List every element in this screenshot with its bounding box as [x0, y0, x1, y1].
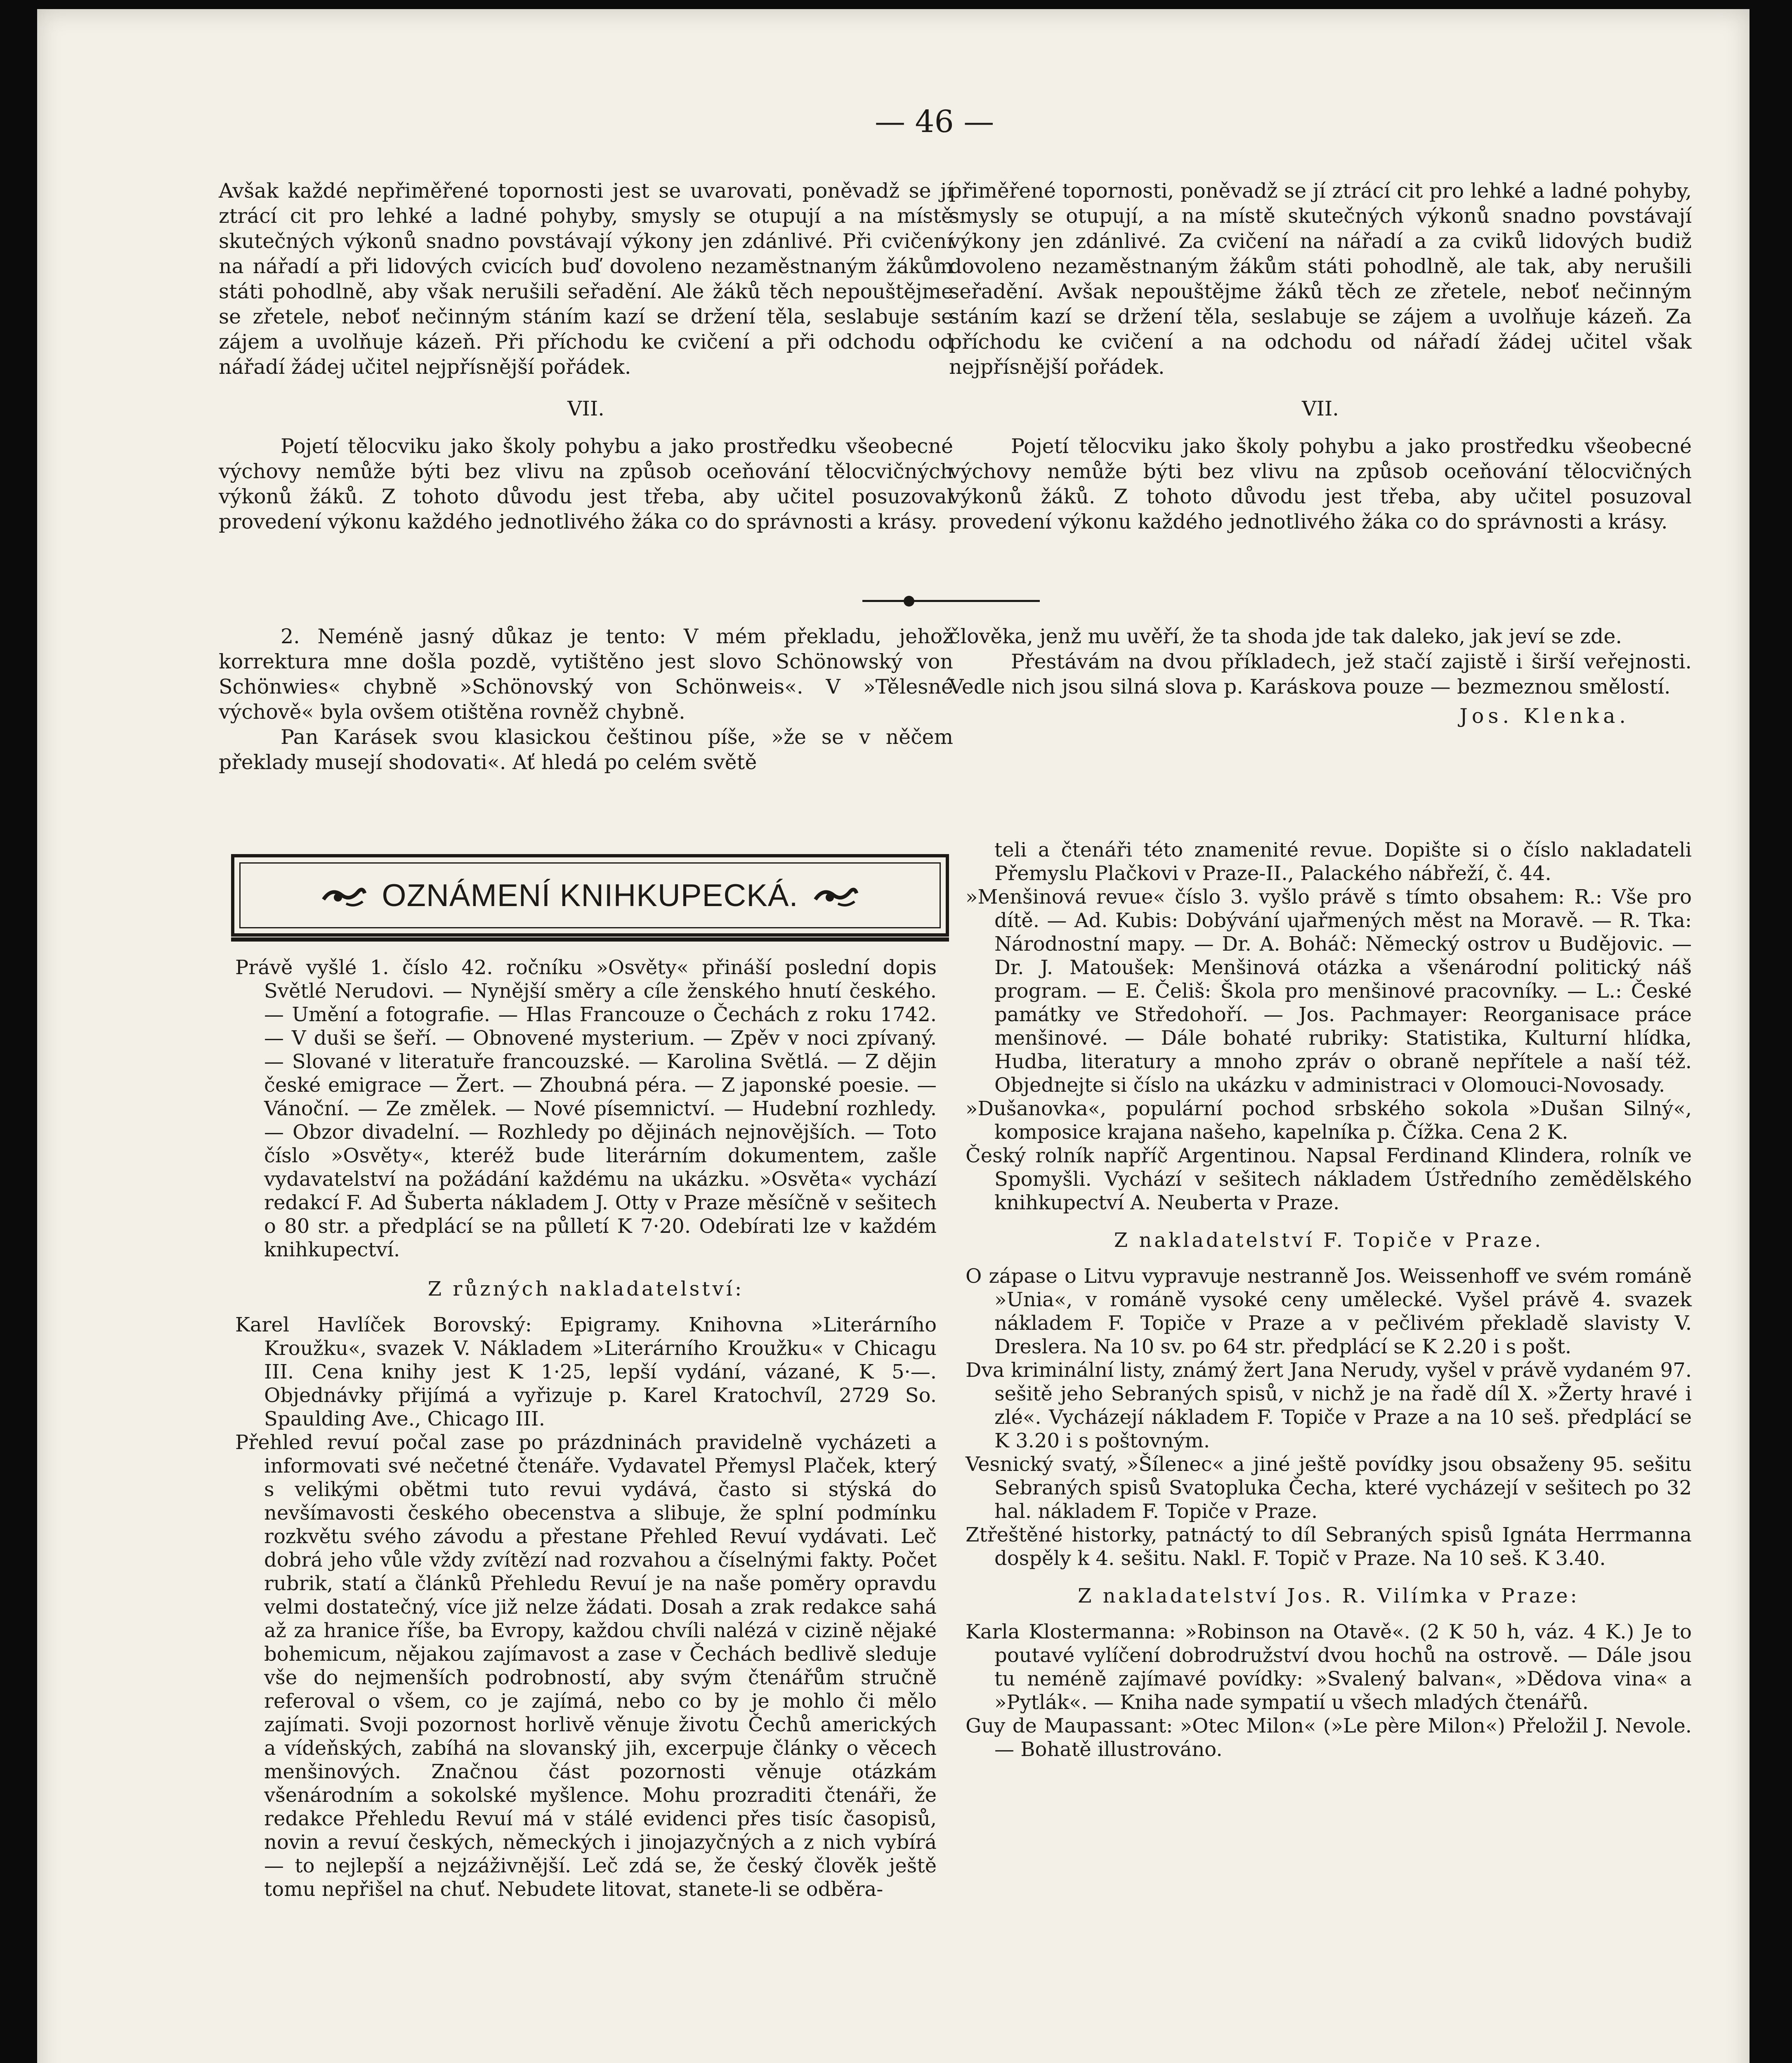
paragraph: Přestávám na dvou příkladech, jež stačí zajistě i širší veřejnosti. Vedle nich jsou silná slova p. Karáskova pouze — bezmeznou smělostí.: [949, 650, 1692, 699]
paragraph: Pan Karásek svou klasickou češtinou píše, »že se v něčem překlady musejí shodovati«. Ať hledá po celém světě: [219, 725, 953, 774]
paragraph: přiměřené topornosti, poněvadž se jí ztrácí cit pro lehké a ladné pohyby, smysly se otupují, a na místě skutečných výkonů snadno povstávají výkony jen zdánlivé. Za cvičení na nářadí a za cviků lidových budiž dovoleno nezaměstnaným žákům státi pohodlně, ale tak, aby nerušili seřadění. Avšak nepouštějme žáků těch ze zřetele, neboť nečinným stáním kazí se držení těla, seslabuje se zájem a uvolňuje kázeň. Za příchodu ke cvičení a na odchodu od nářadí žádej učitel však nejpřísnější pořádek.: [949, 179, 1692, 379]
notice-entry: »Menšinová revue« číslo 3. vyšlo právě s tímto obsahem: R.: Vše pro dítě. — Ad. Kubis: Dobývání ujařmených měst na Moravě. — R. Tka: Národnostní mapy. — Dr. A. Boháč: Německý ostrov u Budějovic. — Dr. J. Matoušek: Menšinová otázka a všenárodní politický náš program. — E. Čeliš: Škola pro menšinové pracovníky. — L.: České památky ve Středohoří. — Jos. Pachmayer: Reorganisace práce menšinové. — Dále bohaté rubriky: Statistika, Kulturní hlídka, Hudba, literatury a mnoho zpráv o obraně nepřítele a naší též. Objednejte si číslo na ukázku v administraci v Olomouci-Novosady.: [966, 885, 1692, 1097]
notice-entry: Přehled revuí počal zase po prázdninách pravidelně vycházeti a informovati své nečetné čtenáře. Vydavatel Přemysl Plaček, který s velikými obětmi tuto revui vydává, často si stýská do nevšímavosti českého obecenstva a slibuje, že splní podmínku rozkvětu svého závodu a přestane Přehled Revuí vydávati. Leč dobrá jeho vůle vždy zvítězí nad rozvahou a číselnými fakty. Počet rubrik, statí a článků Přehledu Revuí je na naše poměry opravdu velmi dostatečný, více již nelze žádati. Dosah a zrak redakce sahá až za hranice říše, ba Evropy, každou chvíli nalézá v cizině nějaké bohemicum, nějakou zajímavost a zase v Čechách bedlivě sleduje vše do nejmenších podrobností, aby svým čtenářům stručně referoval o všem, co je zajímá, nebo co by je mohlo či mělo zajímati. Svoji pozornost horlivě věnuje životu Čechů amerických a vídeňských, zabíhá na slovanský jih, excerpuje články o věcech menšinových. Značnou část pozornosti věnuje otázkám všenárodním a sokolské myšlence. Mohu prozraditi čtenáři, že redakce Přehledu Revuí má v stálé evidenci přes tisíc časopisů, novin a revuí českých, německých i jinojazyčných a z nich vybírá — to nejlepší a nejzáživnější. Leč zdá se, že český člověk ještě tomu nepřišel na chuť. Nebudete litovat, stanete-li se odběra-: [235, 1431, 937, 1901]
notice-entry: Ztřeštěné historky, patnáctý to díl Sebraných spisů Ignáta Herrmanna dospěly k 4. sešitu. Nakl. F. Topič v Praze. Na 10 seš. K 3.40.: [966, 1523, 1692, 1570]
notice-entry: O zápase o Litvu vypravuje nestranně Jos. Weissenhoff ve svém románě »Unia«, v románě vysoké ceny umělecké. Vyšel právě 4. svazek nákladem F. Topiče v Praze a v pečlivém překladě slavisty V. Dreslera. Na 10 sv. po 64 str. předplácí se K 2.20 i s pošt.: [966, 1265, 1692, 1358]
top-right-column: [949, 178, 1692, 534]
paragraph: Avšak každé nepřiměřené topornosti jest se uvarovati, poněvadž se jí ztrácí cit pro lehké a ladné pohyby, smysly se otupují a na místě skutečných výkonů snadno povstávají výkony jen zdánlivé. Při cvičení na nářadí a při lidových cvicích buď dovoleno nezaměstnaným žákům státi pohodlně, aby však nerušili seřadění. Ale žáků těch nepouštějme se zřetele, neboť nečinným stáním kazí se držení těla, seslabuje se zájem a uvolňuje kázeň. Při příchodu ke cvičení a při odchodu od nářadí žádej učitel nejpřísnější pořádek.: [219, 179, 953, 379]
paragraph: Pojetí tělocviku jako školy pohybu a jako prostředku všeobecné výchovy nemůže býti bez vlivu na způsob oceňování tělocvičných výkonů žáků. Z tohoto důvodu jest třeba, aby učitel posuzoval provedení výkonu každého jednotlivého žáka co do správnosti a krásy.: [219, 434, 953, 533]
section-heading: Z různých nakladatelství:: [427, 1277, 744, 1301]
notice-entry: Vesnický svatý, »Šílenec« a jiné ještě povídky jsou obsaženy 95. sešitu Sebraných spisů Svatopluka Čecha, které vycházejí v sešitech po 32 hal. nákladem F. Topiče v Praze.: [966, 1453, 1692, 1523]
middle-left-column: [219, 624, 953, 775]
middle-right-column: [949, 624, 1692, 729]
author-signature: Jos. Klenka.: [1459, 704, 1630, 728]
banner-underline: [231, 937, 949, 942]
notice-entry: Právě vyšlé 1. číslo 42. ročníku »Osvěty« přináší poslední dopis Světlé Nerudovi. — Nynější směry a cíle ženského hnutí českého. — Umění a fotografie. — Hlas Francouze o Čechách z roku 1742. — V duši se šeří. — Obnovené mysterium. — Zpěv v noci zpívaný. — Slované v literatuře francouzské. — Karolina Světlá. — Z dějin české emigrace — Žert. — Zhoubná péra. — Z japonské poesie. — Vánoční. — Ze změlek. — Nové písemnictví. — Hudební rozhledy. — Obzor divadelní. — Rozhledy po dějinách nejnovějších. — Toto číslo »Osvěty«, kteréž bude literárním dokumentem, zašle vydavatelství na požádání každému na ukázku. »Osvěta« vychází redakcí F. Ad Šuberta nákladem J. Otty v Praze měsíčně v sešitech o 80 str. a předplácí se na půlletí K 7·20. Odebírati lze v každém knihkupectví.: [235, 956, 937, 1261]
section-heading: VII.: [567, 397, 604, 420]
divider-dot: [904, 596, 914, 607]
notice-entry: Karel Havlíček Borovský: Epigramy. Knihovna »Literárního Kroužku«, svazek V. Nákladem »Literárního Kroužku« v Chicagu III. Cena knihy jest K 1·25, lepší vydání, vázané, K 5·—. Objednávky přijímá a vyřizuje p. Karel Kratochvíl, 2729 So. Spaulding Ave., Chicago III.: [235, 1313, 937, 1430]
notice-entry: Český rolník napříč Argentinou. Napsal Ferdinand Klindera, rolník ve Spomyšli. Vychází v sešitech nákladem Ústředního zemědělského knihkupectví A. Neuberta v Praze.: [966, 1144, 1692, 1214]
section-heading: Z nakladatelství Jos. R. Vilímka v Praze:: [1078, 1584, 1580, 1607]
section-heading: Z nakladatelství F. Topiče v Praze.: [1114, 1229, 1544, 1252]
section-heading: VII.: [1302, 397, 1339, 420]
paragraph: Pojetí tělocviku jako školy pohybu a jako prostředku všeobecné výchovy nemůže býti bez vlivu na způsob oceňování tělocvičných výkonů žáků. Z tohoto důvodu jest třeba, aby učitel posuzoval provedení výkonu každého jednotlivého žáka co do správnosti a krásy.: [949, 434, 1692, 533]
paragraph: člověka, jenž mu uvěří, že ta shoda jde tak daleko, jak jeví se zde.: [949, 625, 1622, 648]
section-banner: [231, 854, 949, 937]
paragraph: 2. Neméně jasný důkaz je tento: V mém překladu, jehož korrektura mne došla pozdě, vytištěno jest slovo Schönowský von Schönwies« chybně »Schönovský von Schönweis«. V »Tělesné výchově« byla ovšem otištěna rovněž chybně.: [219, 625, 953, 724]
section-divider: [862, 600, 1040, 602]
banner-title: OZNÁMENÍ KNIHKUPECKÁ.: [382, 878, 798, 913]
scanned-page: [37, 9, 1750, 2063]
notice-entry: »Dušanovka«, populární pochod srbského sokola »Dušan Silný«, komposice krajana našeho, kapelníka p. Čížka. Cena 2 K.: [966, 1097, 1692, 1144]
top-left-column: [219, 178, 953, 534]
page-number: — 46 —: [875, 104, 994, 139]
notice-entry: Karla Klostermanna: »Robinson na Otavě«. (2 K 50 h, váz. 4 K.) Je to poutavé vylíčení dobrodružství dvou hochů na ostrově. — Dále jsou tu neméně zajímavé povídky: »Svalený balvan«, »Dědova vina« a »Pytlák«. — Kniha nade sympatií u všech mladých čtenářů.: [966, 1620, 1692, 1714]
notice-entry: Guy de Maupassant: »Otec Milon« (»Le père Milon«) Přeložil J. Nevole. — Bohatě illustrováno.: [966, 1714, 1692, 1761]
notice-entry: teli a čtenáři této znamenité revue. Dopište si o číslo nakladateli Přemyslu Plačkovi v Praze-II., Palackého nábřeží, č. 44.: [994, 838, 1692, 885]
bottom-right-column: [966, 838, 1692, 1761]
bottom-left-column: [235, 956, 937, 1901]
notice-entry: Dva kriminální listy, známý žert Jana Nerudy, vyšel v právě vydaném 97. sešitě jeho Sebraných spisů, v nichž je na řadě díl X. »Žerty hravé i zlé«. Vycházejí nákladem F. Topiče v Praze a na 10 seš. předplácí se K 3.20 i s poštovným.: [966, 1359, 1692, 1452]
